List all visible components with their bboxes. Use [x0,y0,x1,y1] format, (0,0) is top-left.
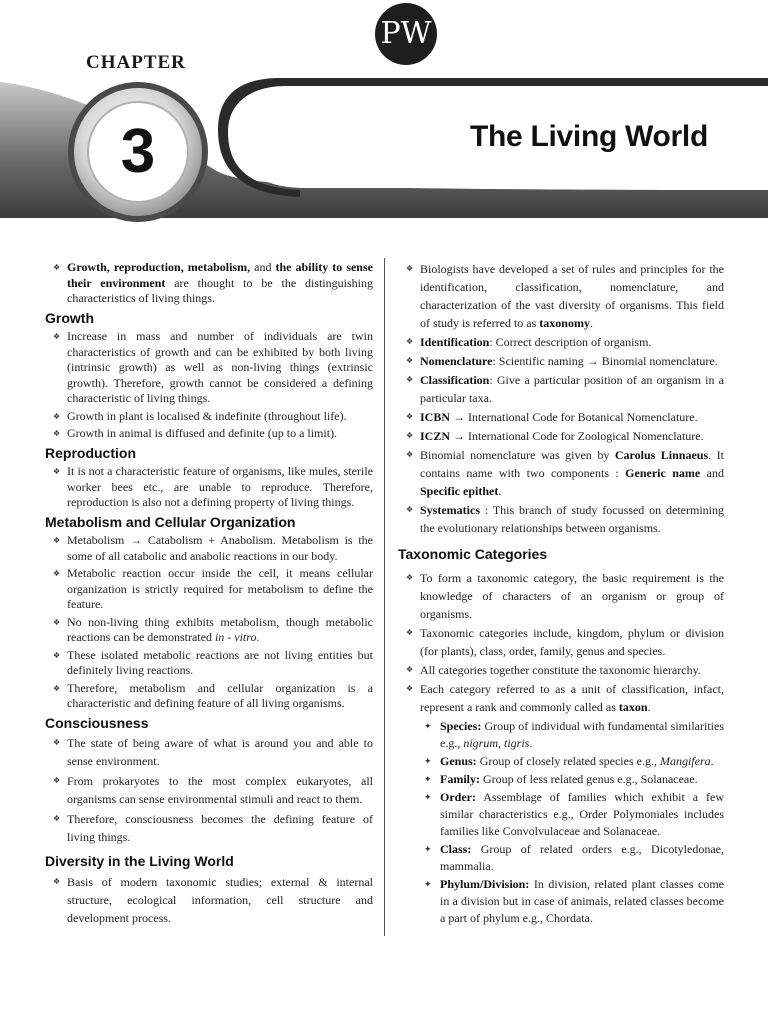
list-item: ❖ To form a taxonomic category, the basic requirement is the knowledge of characters of an organism or group of organisms. [398,569,724,623]
list-item: ❖ Increase in mass and number of individuals are twin characteristics of growth and can be exhibited by both living (intrinsic growth) as well as non-living things (extrinsic growth). Therefore, growth cannot be considered a defining characteristic of living things. [45,329,373,407]
taxonomy-intro-list [398,260,724,537]
pw-logo: PW [375,3,437,65]
list-item: ❖ Metabolism → Catabolism + Anabolism. Metabolism is the some of all catabolic and anabolic reactions in our body. [45,533,373,564]
list-item: ❖ It is not a characteristic feature of organisms, like mules, sterile worker bees etc., are unable to reproduce. Therefore, reproduction is also not a defining property of living things. [45,464,373,511]
rank-phylum: ✦ Phylum/Division: In division, related plant classes come in a division but in case of animals, related classes become a part of phylum e.g., Chordata. [420,876,724,927]
section-heading-diversity: Diversity in the Living World [45,853,234,869]
taxonomic-list [398,569,724,927]
metabolism-list [45,533,373,712]
chapter-number: 3 [120,117,156,186]
growth-list [45,329,373,442]
list-item: ❖ ICZN → International Code for Zoological Nomenclature. [398,427,724,445]
rank-family: ✦ Family: Group of less related genus e.g., Solanaceae. [420,771,724,788]
list-item: ❖ Classification: Give a particular position of an organism in a particular taxa. [398,371,724,407]
rank-species: ✦ Species: Group of individual with fundamental similarities e.g., nigrum, tigris. [420,718,724,752]
list-item: ❖ Each category referred to as a unit of classification, infact, represent a rank and commonly called as taxon. ✦ Species: Group of individual with fundamental similarities e.g., nigrum, tigris. ✦ Genus: Group of closely related species e.g., Mangifera. ✦ Family: Group of less related genus e.g., Solanaceae. ✦ Order: Assemblage of families which exhibit a few similar characteristics e.g., Order Polymoniales includes families like Convolvulaceae and Solanaceae. ✦ Class: Group of related orders e.g., Dicotyledonae, mammalia. ✦ Phylum/Division: In division, related plant classes come in a division but in case of animals, related classes become a part of phylum e.g., Chordata. [398,680,724,927]
list-item: ❖ Therefore, consciousness becomes the defining feature of living things. [45,810,373,846]
section-heading-reproduction: Reproduction [45,444,136,461]
section-heading-taxonomic-categories: Taxonomic Categories [398,546,548,562]
diversity-list [45,873,373,927]
rank-class: ✦ Class: Group of related orders e.g., Dicotyledonae, mammalia. [420,841,724,875]
list-item: ❖ Growth in animal is diffused and definite (up to a limit). [45,426,373,442]
list-item: ❖ Biologists have developed a set of rules and principles for the identification, classification, nomenclature, and characterization of the vast diversity of organisms. This field of study is referred to as taxonomy. [398,260,724,332]
reproduction-list [45,464,373,511]
list-item: ❖ All categories together constitute the taxonomic hierarchy. [398,661,724,679]
section-heading-growth: Growth [45,309,94,326]
list-item: ❖ Basis of modern taxonomic studies; external & internal structure, ecological information, cell structure and development process. [45,873,373,927]
rank-list [420,718,724,927]
chapter-title: The Living World [470,120,708,153]
list-item: ❖ Therefore, metabolism and cellular organization is a characteristic and defining feature of all living organisms. [45,681,373,712]
chapter-header [0,0,768,225]
column-divider [384,258,385,936]
section-heading-consciousness: Consciousness [45,714,149,731]
list-item: ❖ Binomial nomenclature was given by Carolus Linnaeus. It contains name with two components : Generic name and Specific epithet. [398,446,724,500]
rank-genus: ✦ Genus: Group of closely related species e.g., Mangifera. [420,753,724,770]
list-item: ❖ Growth in plant is localised & indefinite (throughout life). [45,409,373,425]
list-item: ❖ ICBN → International Code for Botanical Nomenclature. [398,408,724,426]
right-column [398,260,724,928]
consciousness-list [45,734,373,846]
list-item: ❖ From prokaryotes to the most complex eukaryotes, all organisms can sense environmental stimuli and react to them. [45,772,373,808]
list-item: ❖ These isolated metabolic reactions are not living entities but definitely living reactions. [45,648,373,679]
chapter-label: CHAPTER [86,52,186,73]
intro-list [45,260,373,307]
list-item: ❖ Nomenclature: Scientific naming → Binomial nomenclature. [398,352,724,370]
section-heading-metabolism: Metabolism and Cellular Organization [45,513,296,530]
list-item: ❖ The state of being aware of what is around you and able to sense environment. [45,734,373,770]
list-item: ❖ Identification: Correct description of organism. [398,333,724,351]
list-item: ❖ Systematics : This branch of study focussed on determining the evolutionary relationships between organisms. [398,501,724,537]
list-item: ❖ Taxonomic categories include, kingdom, phylum or division (for plants), class, order, family, genus and species. [398,624,724,660]
list-item: ❖ Metabolic reaction occur inside the cell, it means cellular organization is strictly required for metabolism to define the feature. [45,566,373,613]
left-column [45,260,373,929]
rank-order: ✦ Order: Assemblage of families which exhibit a few similar characteristics e.g., Order Polymoniales includes families like Convolvulaceae and Solanaceae. [420,789,724,840]
list-item: ❖ No non-living thing exhibits metabolism, though metabolic reactions can be demonstrated in - vitro. [45,615,373,646]
list-item: ❖ Growth, reproduction, metabolism, and the ability to sense their environment are thought to be the distinguishing characteristics of living things. [45,260,373,307]
